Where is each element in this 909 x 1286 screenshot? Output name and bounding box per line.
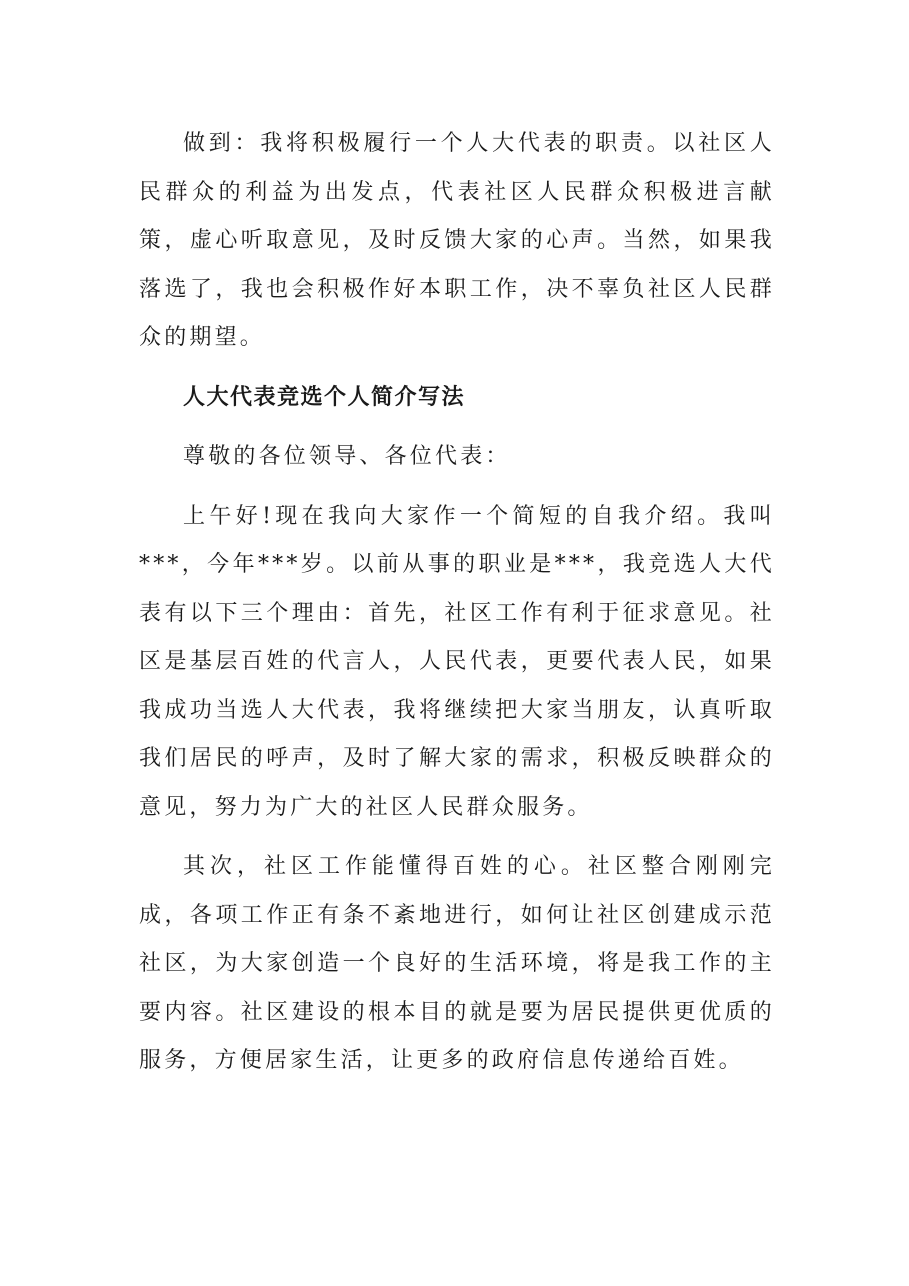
- salutation: 尊敬的各位领导、各位代表：: [183, 444, 511, 469]
- document-body: [139, 120, 775, 1097]
- section-heading: 人大代表竞选个人简介写法: [183, 384, 466, 410]
- paragraph-introduction: 上午好!现在我向大家作一个简短的自我介绍。我叫***，今年***岁。以前从事的职业是***，我竞选人大代表有以下三个理由：首先，社区工作有利于征求意见。社区是基层百姓的代言人，人民代表，更要代表人民，如果我成功当选人大代表，我将继续把大家当朋友，认真听取我们居民的呼声，及时了解大家的需求，积极反映群众的意见，努力为广大的社区人民群众服务。: [139, 503, 775, 820]
- paragraph-second-reason: 其次，社区工作能懂得百姓的心。社区整合刚刚完成，各项工作正有条不紊地进行，如何让社区创建成示范社区，为大家创造一个良好的生活环境，将是我工作的主要内容。社区建设的根本目的就是要为居民提供更优质的服务，方便居家生活，让更多的政府信息传递给百姓。: [139, 854, 775, 1073]
- paragraph-commitment: 做到：我将积极履行一个人大代表的职责。以社区人民群众的利益为出发点，代表社区人民群众积极进言献策，虚心听取意见，及时反馈大家的心声。当然，如果我落选了，我也会积极作好本职工作，决不辜负社区人民群众的期望。: [139, 131, 775, 350]
